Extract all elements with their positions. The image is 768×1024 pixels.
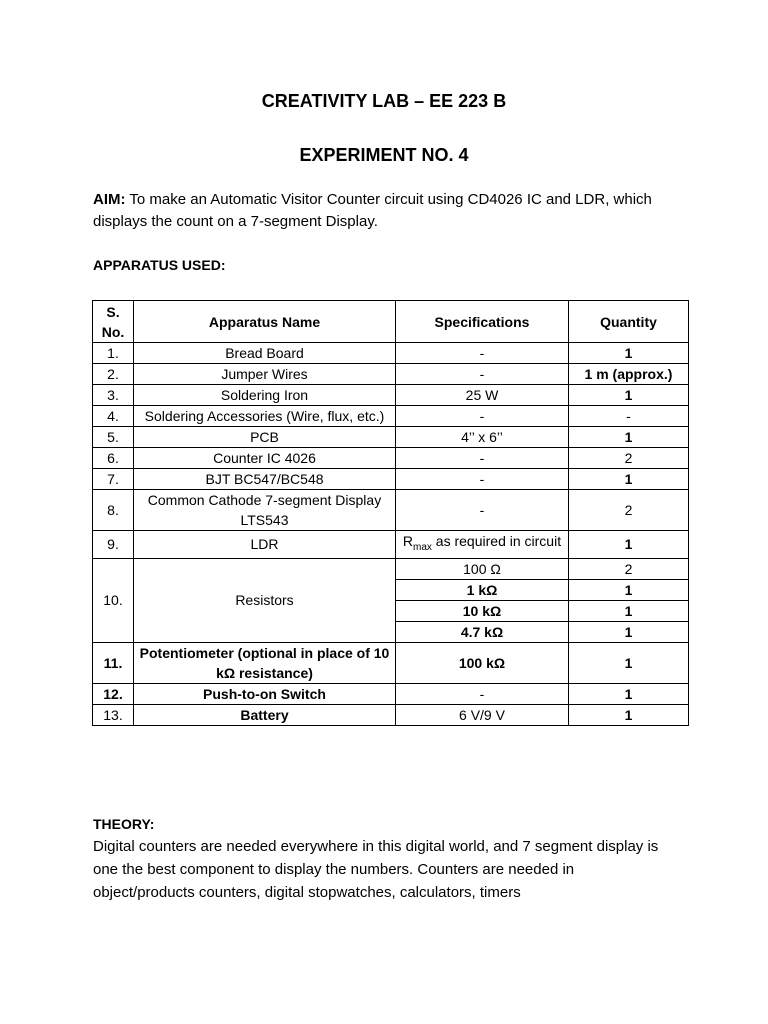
table-header-row bbox=[93, 301, 689, 343]
cell-name: Resistors bbox=[134, 558, 396, 642]
cell-qty: 1 bbox=[569, 704, 689, 725]
cell-spec: 100 Ω bbox=[396, 558, 569, 579]
table-row bbox=[93, 448, 689, 469]
cell-spec: 25 W bbox=[396, 385, 569, 406]
cell-qty: - bbox=[569, 406, 689, 427]
cell-qty: 1 bbox=[569, 469, 689, 490]
col-header-sno: S. No. bbox=[93, 301, 134, 343]
cell-qty: 1 bbox=[569, 343, 689, 364]
cell-name: BJT BC547/BC548 bbox=[134, 469, 396, 490]
cell-sno: 12. bbox=[93, 683, 134, 704]
cell-spec: - bbox=[396, 343, 569, 364]
cell-spec: 1 kΩ bbox=[396, 579, 569, 600]
cell-sno: 3. bbox=[93, 385, 134, 406]
cell-spec: 6 V/9 V bbox=[396, 704, 569, 725]
cell-qty: 1 bbox=[569, 600, 689, 621]
cell-spec: 4’’ x 6’’ bbox=[396, 427, 569, 448]
cell-name: LDR bbox=[134, 531, 396, 559]
cell-qty: 1 bbox=[569, 531, 689, 559]
cell-spec: - bbox=[396, 406, 569, 427]
cell-qty: 1 bbox=[569, 642, 689, 683]
cell-spec: $R_{max}$ as required in circuit bbox=[396, 531, 569, 559]
cell-sno: 1. bbox=[93, 343, 134, 364]
cell-name: Jumper Wires bbox=[134, 364, 396, 385]
cell-sno: 11. bbox=[93, 642, 134, 683]
cell-sno: 9. bbox=[93, 531, 134, 559]
cell-sno: 4. bbox=[93, 406, 134, 427]
table-row bbox=[93, 683, 689, 704]
table-row bbox=[93, 343, 689, 364]
cell-spec: - bbox=[396, 469, 569, 490]
table-row bbox=[93, 385, 689, 406]
cell-name: Bread Board bbox=[134, 343, 396, 364]
theory-paragraph: Digital counters are needed everywhere in this digital world, and 7 segment display is one the best component to display the numbers. Counters are needed in object/products counters, digital stopwatches, calculators, timers bbox=[93, 838, 659, 901]
cell-qty: 1 bbox=[569, 385, 689, 406]
cell-spec: - bbox=[396, 364, 569, 385]
table-row bbox=[93, 406, 689, 427]
aim-text: To make an Automatic Visitor Counter circuit using CD4026 IC and LDR, which displays the count on a 7-segment Display. bbox=[93, 191, 652, 230]
cell-qty: 2 bbox=[569, 558, 689, 579]
apparatus-heading: APPARATUS USED: bbox=[93, 257, 226, 273]
cell-sno: 13. bbox=[93, 704, 134, 725]
table-row bbox=[93, 558, 689, 579]
table-row bbox=[93, 642, 689, 683]
theory-heading: THEORY: bbox=[93, 816, 155, 832]
cell-qty: 2 bbox=[569, 490, 689, 531]
cell-name: Counter IC 4026 bbox=[134, 448, 396, 469]
cell-name: Potentiometer (optional in place of 10 kΩ resistance) bbox=[134, 642, 396, 683]
table-row bbox=[93, 531, 689, 559]
cell-qty: 1 bbox=[569, 621, 689, 642]
cell-spec: - bbox=[396, 490, 569, 531]
cell-sno: 8. bbox=[93, 490, 134, 531]
cell-spec: 100 kΩ bbox=[396, 642, 569, 683]
experiment-number: EXPERIMENT NO. 4 bbox=[299, 145, 469, 165]
aim-paragraph: AIM: To make an Automatic Visitor Counter circuit using CD4026 IC and LDR, which displays the count on a 7-segment Display. bbox=[93, 191, 652, 230]
cell-sno: 6. bbox=[93, 448, 134, 469]
cell-spec: - bbox=[396, 683, 569, 704]
cell-qty: 1 bbox=[569, 427, 689, 448]
cell-qty: 1 bbox=[569, 683, 689, 704]
cell-qty: 1 m (approx.) bbox=[569, 364, 689, 385]
col-header-qty: Quantity bbox=[569, 301, 689, 343]
col-header-spec: Specifications bbox=[396, 301, 569, 343]
cell-name: Soldering Iron bbox=[134, 385, 396, 406]
cell-sno: 10. bbox=[93, 558, 134, 642]
cell-name: PCB bbox=[134, 427, 396, 448]
cell-name: Soldering Accessories (Wire, flux, etc.) bbox=[134, 406, 396, 427]
course-title: CREATIVITY LAB – EE 223 B bbox=[261, 91, 507, 111]
table-row bbox=[93, 469, 689, 490]
cell-spec: 10 kΩ bbox=[396, 600, 569, 621]
table-row bbox=[93, 704, 689, 725]
cell-spec: - bbox=[396, 448, 569, 469]
cell-name: Common Cathode 7-segment Display LTS543 bbox=[134, 490, 396, 531]
cell-sno: 2. bbox=[93, 364, 134, 385]
cell-name: Battery bbox=[134, 704, 396, 725]
cell-spec: 4.7 kΩ bbox=[396, 621, 569, 642]
col-header-name: Apparatus Name bbox=[134, 301, 396, 343]
cell-sno: 7. bbox=[93, 469, 134, 490]
table-row bbox=[93, 364, 689, 385]
apparatus-table bbox=[92, 300, 689, 726]
cell-qty: 2 bbox=[569, 448, 689, 469]
cell-qty: 1 bbox=[569, 579, 689, 600]
table-row bbox=[93, 490, 689, 531]
table-row bbox=[93, 427, 689, 448]
cell-sno: 5. bbox=[93, 427, 134, 448]
cell-name: Push-to-on Switch bbox=[134, 683, 396, 704]
aim-label: AIM bbox=[93, 191, 121, 208]
